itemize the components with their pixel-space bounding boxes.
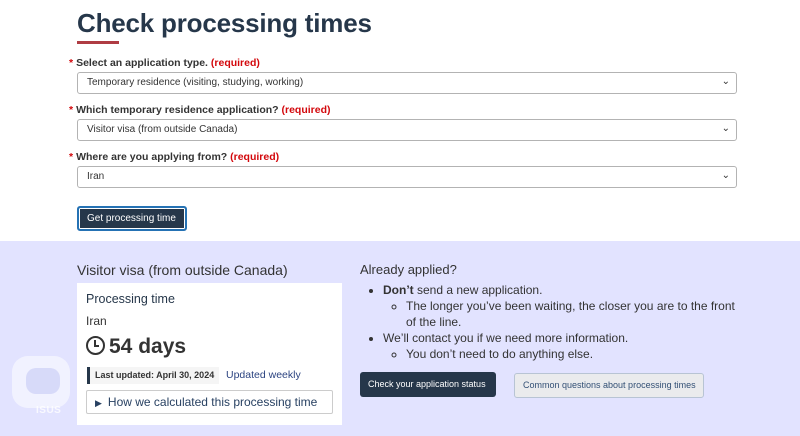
sub-list — [403, 346, 740, 362]
list-item: • We’ll contact you if we need more information. ◦ You don’t need to do anything else. — [383, 330, 740, 362]
application-type-select[interactable] — [77, 72, 737, 94]
applying-from-label: * Where are you applying from? (required) — [69, 151, 280, 163]
clock-icon — [86, 336, 105, 355]
list-item: ◦ The longer you’ve been waiting, the closer you are to the front of the line. — [406, 298, 740, 330]
details-label: How we calculated this processing time — [107, 395, 318, 409]
application-type-value: Temporary residence (visiting, studying, working) — [87, 77, 304, 88]
required-text: (required) — [281, 104, 331, 116]
dont-emphasis: Don’t — [383, 283, 414, 297]
temp-residence-select[interactable] — [77, 119, 737, 141]
processing-time-card — [77, 283, 342, 425]
page-title: Check processing times — [77, 8, 372, 38]
required-star: * — [69, 57, 74, 69]
list-item: • Don’t send a new application. ◦ The longer you’ve been waiting, the closer you are to the front of the line. — [383, 282, 740, 330]
chevron-down-icon: ⌄ — [721, 170, 730, 181]
required-star: * — [69, 151, 74, 163]
required-text: (required) — [230, 151, 280, 163]
chevron-down-icon: ⌄ — [721, 123, 730, 134]
applying-from-select[interactable] — [77, 166, 737, 188]
chevron-down-icon: ⌄ — [721, 76, 730, 87]
required-star: * — [69, 104, 74, 116]
title-underline — [77, 41, 119, 44]
already-applied-list — [380, 282, 740, 362]
result-title: Visitor visa (from outside Canada) — [77, 262, 288, 278]
sub-list — [403, 298, 740, 330]
calculation-details-toggle[interactable] — [86, 390, 333, 414]
temp-residence-label: * Which temporary residence application? (required) — [69, 104, 331, 116]
card-country: Iran — [86, 314, 107, 328]
update-frequency: Updated weekly — [226, 369, 301, 381]
list-item: ◦ You don’t need to do anything else. — [406, 346, 740, 362]
last-updated-badge: Last updated: April 30, 2024 — [87, 367, 219, 384]
required-text: (required) — [210, 57, 260, 69]
temp-residence-value: Visitor visa (from outside Canada) — [87, 124, 238, 135]
watermark-logo-icon: ISUS — [36, 405, 62, 416]
get-processing-time-button[interactable]: Get processing time — [77, 206, 187, 231]
triangle-right-icon: ▶ — [95, 398, 102, 408]
already-applied-title: Already applied? — [360, 262, 457, 277]
application-type-label: * Select an application type. (required) — [69, 57, 260, 69]
days-value: 54 days — [109, 335, 187, 358]
common-questions-button[interactable]: Common questions about processing times — [514, 373, 704, 398]
applying-from-value: Iran — [87, 171, 105, 182]
check-status-button[interactable]: Check your application status — [360, 372, 496, 397]
card-title: Processing time — [86, 292, 175, 306]
processing-days — [86, 335, 186, 359]
